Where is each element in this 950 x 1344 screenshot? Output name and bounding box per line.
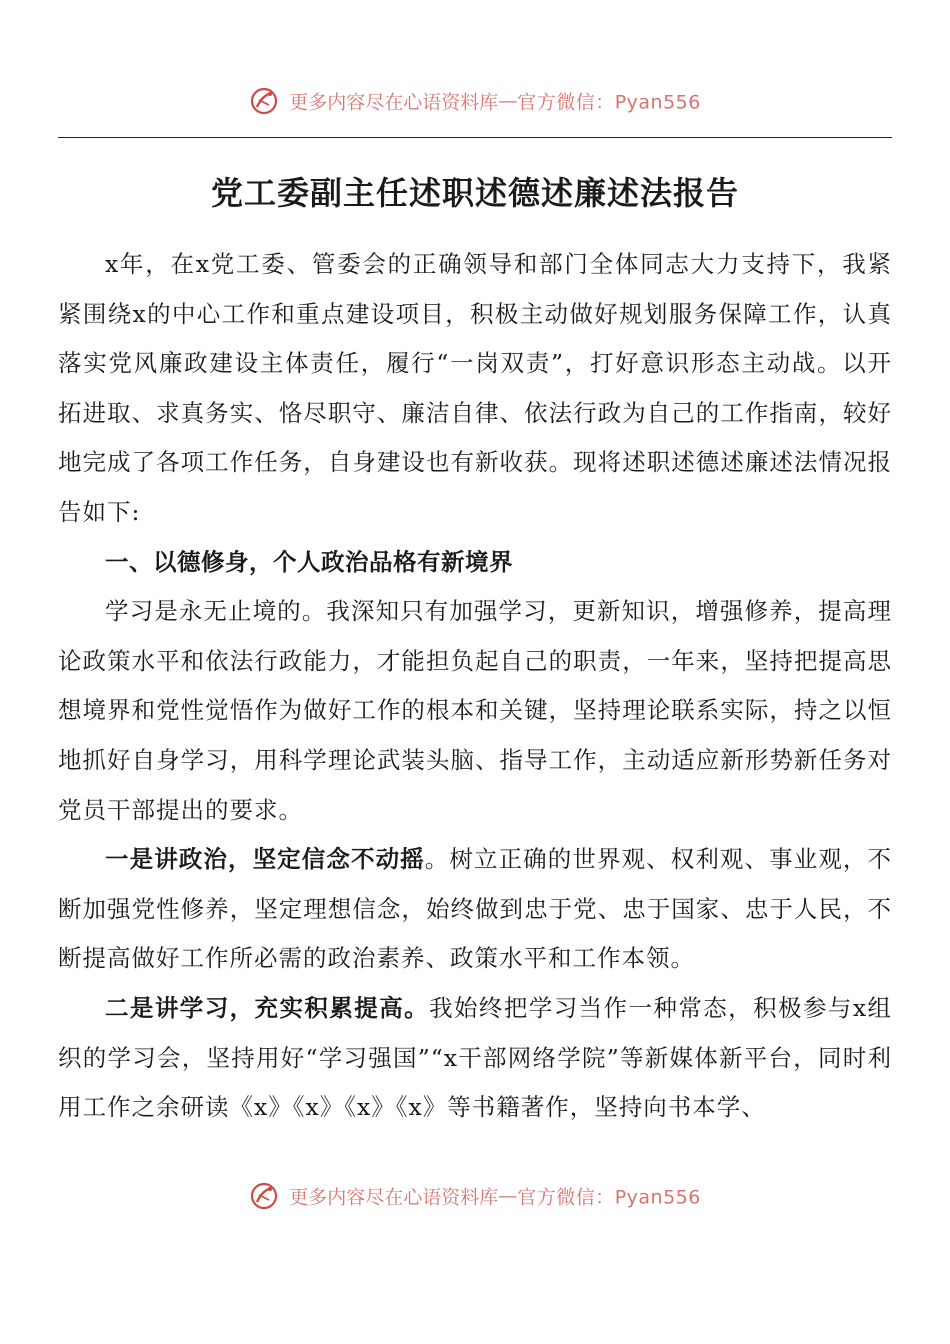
paragraph-text: 。树立正确的世界观、权利观、事业观，不断加强党性修养，坚定理想信念，始终做到忠于党、忠于国家、忠于人民，不断提高做好工作所必需的政治素养、政策水平和工作本领。: [58, 845, 893, 973]
watermark-separator: —: [498, 90, 518, 112]
paragraph-politics: [58, 835, 892, 984]
paragraph-text: 我始终把学习当作一种常态，积极参与x组织的学习会，坚持用好“学习强国”“x干部网络学院”等新媒体新平台，同时利用工作之余研读《x》《x》《x》《x》等书籍著作，坚持向书本学、: [58, 993, 892, 1122]
watermark-brand: 更多内容尽在心语资料库: [289, 91, 499, 114]
paragraph-study: [58, 587, 892, 835]
document-title: 党工委副主任述职述德述廉述法报告: [210, 174, 739, 212]
watermark-separator: —: [498, 1185, 518, 1207]
paragraph-lead: 二是讲学习，充实积累提高。: [105, 993, 430, 1022]
watermark-contact: 官方微信：Pyan556: [517, 91, 701, 114]
paragraph-text: x年，在x党工委、管委会的正确领导和部门全体同志大力支持下，我紧紧围绕x的中心工作和重点建设项目，积极主动做好规划服务保障工作，认真落实党风廉政建设主体责任，履行“一岗双责”，打好意识形态主动战。以开拓进取、求真务实、恪尽职守、廉洁自律、依法行政为自己的工作指南，较好地完成了各项工作任务，自身建设也有新收获。现将述职述德述廉述法情况报告如下:: [58, 250, 892, 526]
document-body: [58, 240, 892, 1133]
paragraph-lead: 一是讲政治，坚定信念不动摇: [105, 845, 425, 874]
brand-logo-icon: [249, 1181, 279, 1211]
paragraph-learning: [58, 984, 892, 1133]
watermark-header: [0, 86, 950, 116]
watermark-footer: [0, 1181, 950, 1211]
section-heading: 一、以德修身，个人政治品格有新境界: [105, 547, 513, 576]
paragraph-text: 学习是永无止境的。我深知只有加强学习，更新知识，增强修养，提高理论政策水平和依法行政能力，才能担负起自己的职责，一年来，坚持把提高思想境界和党性觉悟作为做好工作的根本和关键，坚持理论联系实际，持之以恒地抓好自身学习，用科学理论武装头脑、指导工作，主动适应新形势新任务对党员干部提出的要求。: [58, 597, 892, 824]
header-divider: [58, 137, 892, 138]
brand-logo-icon: [249, 86, 279, 116]
watermark-brand: 更多内容尽在心语资料库: [289, 1186, 499, 1209]
watermark-contact: 官方微信：Pyan556: [517, 1186, 701, 1209]
paragraph-intro: [58, 240, 892, 538]
